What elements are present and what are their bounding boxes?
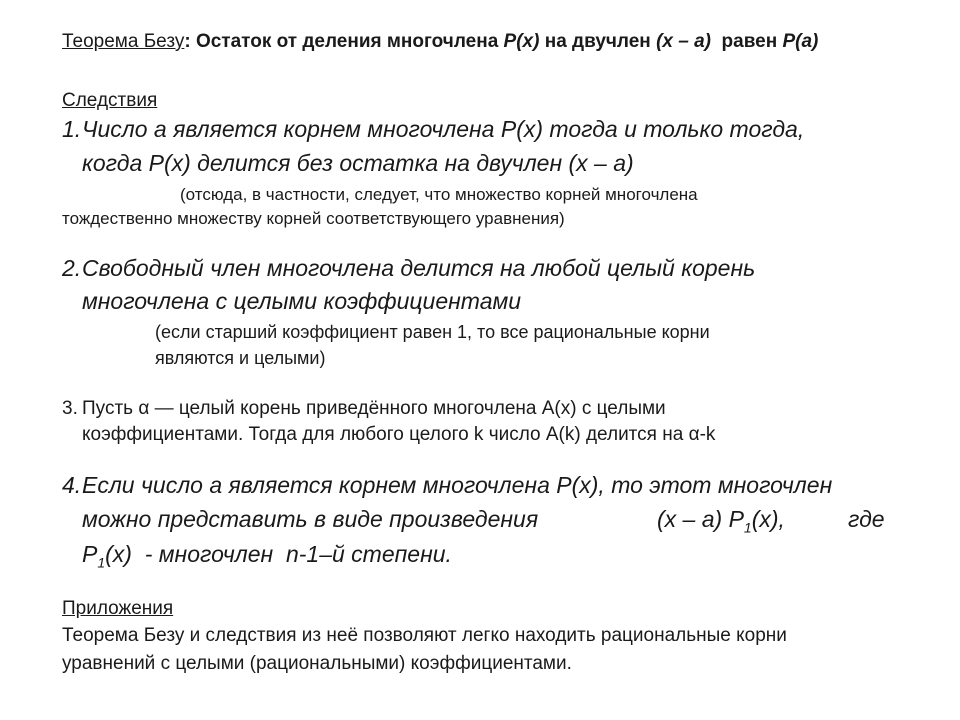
corollary-1-note-2: тождественно множеству корней соответствующего уравнения) [62,209,565,228]
corollary-4-text-1: Если число а является корнем многочлена P(x), то этот многочлен [82,472,833,498]
line3-part-a: P [82,541,98,567]
corollary-2-number: 2. [62,255,82,281]
corollary-3-text-1: Пусть α — целый корень приведённого многочлена A(x) с целыми [82,398,666,419]
line3-part-b: (x) - многочлен n-1–й степени. [105,541,452,567]
theorem-px: P(x) [503,31,540,52]
corollary-4-formula [657,506,785,536]
corollary-4-line-2-text: можно представить в виде произведения [82,506,539,532]
theorem-xa: (x – a) [656,31,711,52]
corollary-1-note-1: (отсюда, в частности, следует, что множество корней многочлена [180,185,698,204]
corollary-3-number: 3. [62,398,78,419]
line3-subscript: 1 [97,554,106,571]
corollary-2-line-1 [62,255,755,282]
corollary-4-number: 4. [62,472,82,498]
corollary-2-note-1: (если старший коэффициент равен 1, то все рациональные корни [155,322,710,342]
formula-part-a: (x – a) P [657,506,744,532]
theorem-text-a: Остаток от деления многочлена [190,31,504,52]
applications-line-1: Теорема Безу и следствия из неё позволяют легко находить рациональные корни [62,625,787,646]
theorem-name: Теорема Безу [62,31,185,52]
corollary-1-text-1: Число а является корнем многочлена P(x) тогда и только тогда, [82,116,805,142]
corollary-4-line-3 [82,541,452,571]
corollary-1-line-1 [62,116,804,143]
corollary-4-line-1 [62,472,832,499]
theorem-text-c: равен [710,31,783,52]
corollary-4-where: где [848,506,885,532]
corollary-3-line-2: коэффициентами. Тогда для любого целого k число A(k) делится на α-k [82,424,716,445]
corollaries-heading: Следствия [62,90,158,111]
applications-heading: Приложения [62,598,174,619]
theorem-text-b: на двучлен [539,31,657,52]
theorem-statement [62,31,818,53]
applications-line-2: уравнений с целыми (рациональными) коэффициентами. [62,653,572,674]
corollary-2-line-2: многочлена с целыми коэффициентами [82,288,522,314]
corollary-2-note-2: являются и целыми) [155,348,326,368]
corollary-2-text-1: Свободный член многочлена делится на любой целый корень [82,255,756,281]
theorem-colon: : [184,31,191,52]
corollary-1-number: 1. [62,116,82,142]
formula-part-b: (x), [751,506,785,532]
formula-subscript: 1 [743,519,752,536]
corollary-3-line-1 [62,398,666,420]
corollary-1-line-2: когда P(x) делится без остатка на двучлен (x – a) [82,150,634,176]
theorem-pa: P(a) [782,31,819,52]
